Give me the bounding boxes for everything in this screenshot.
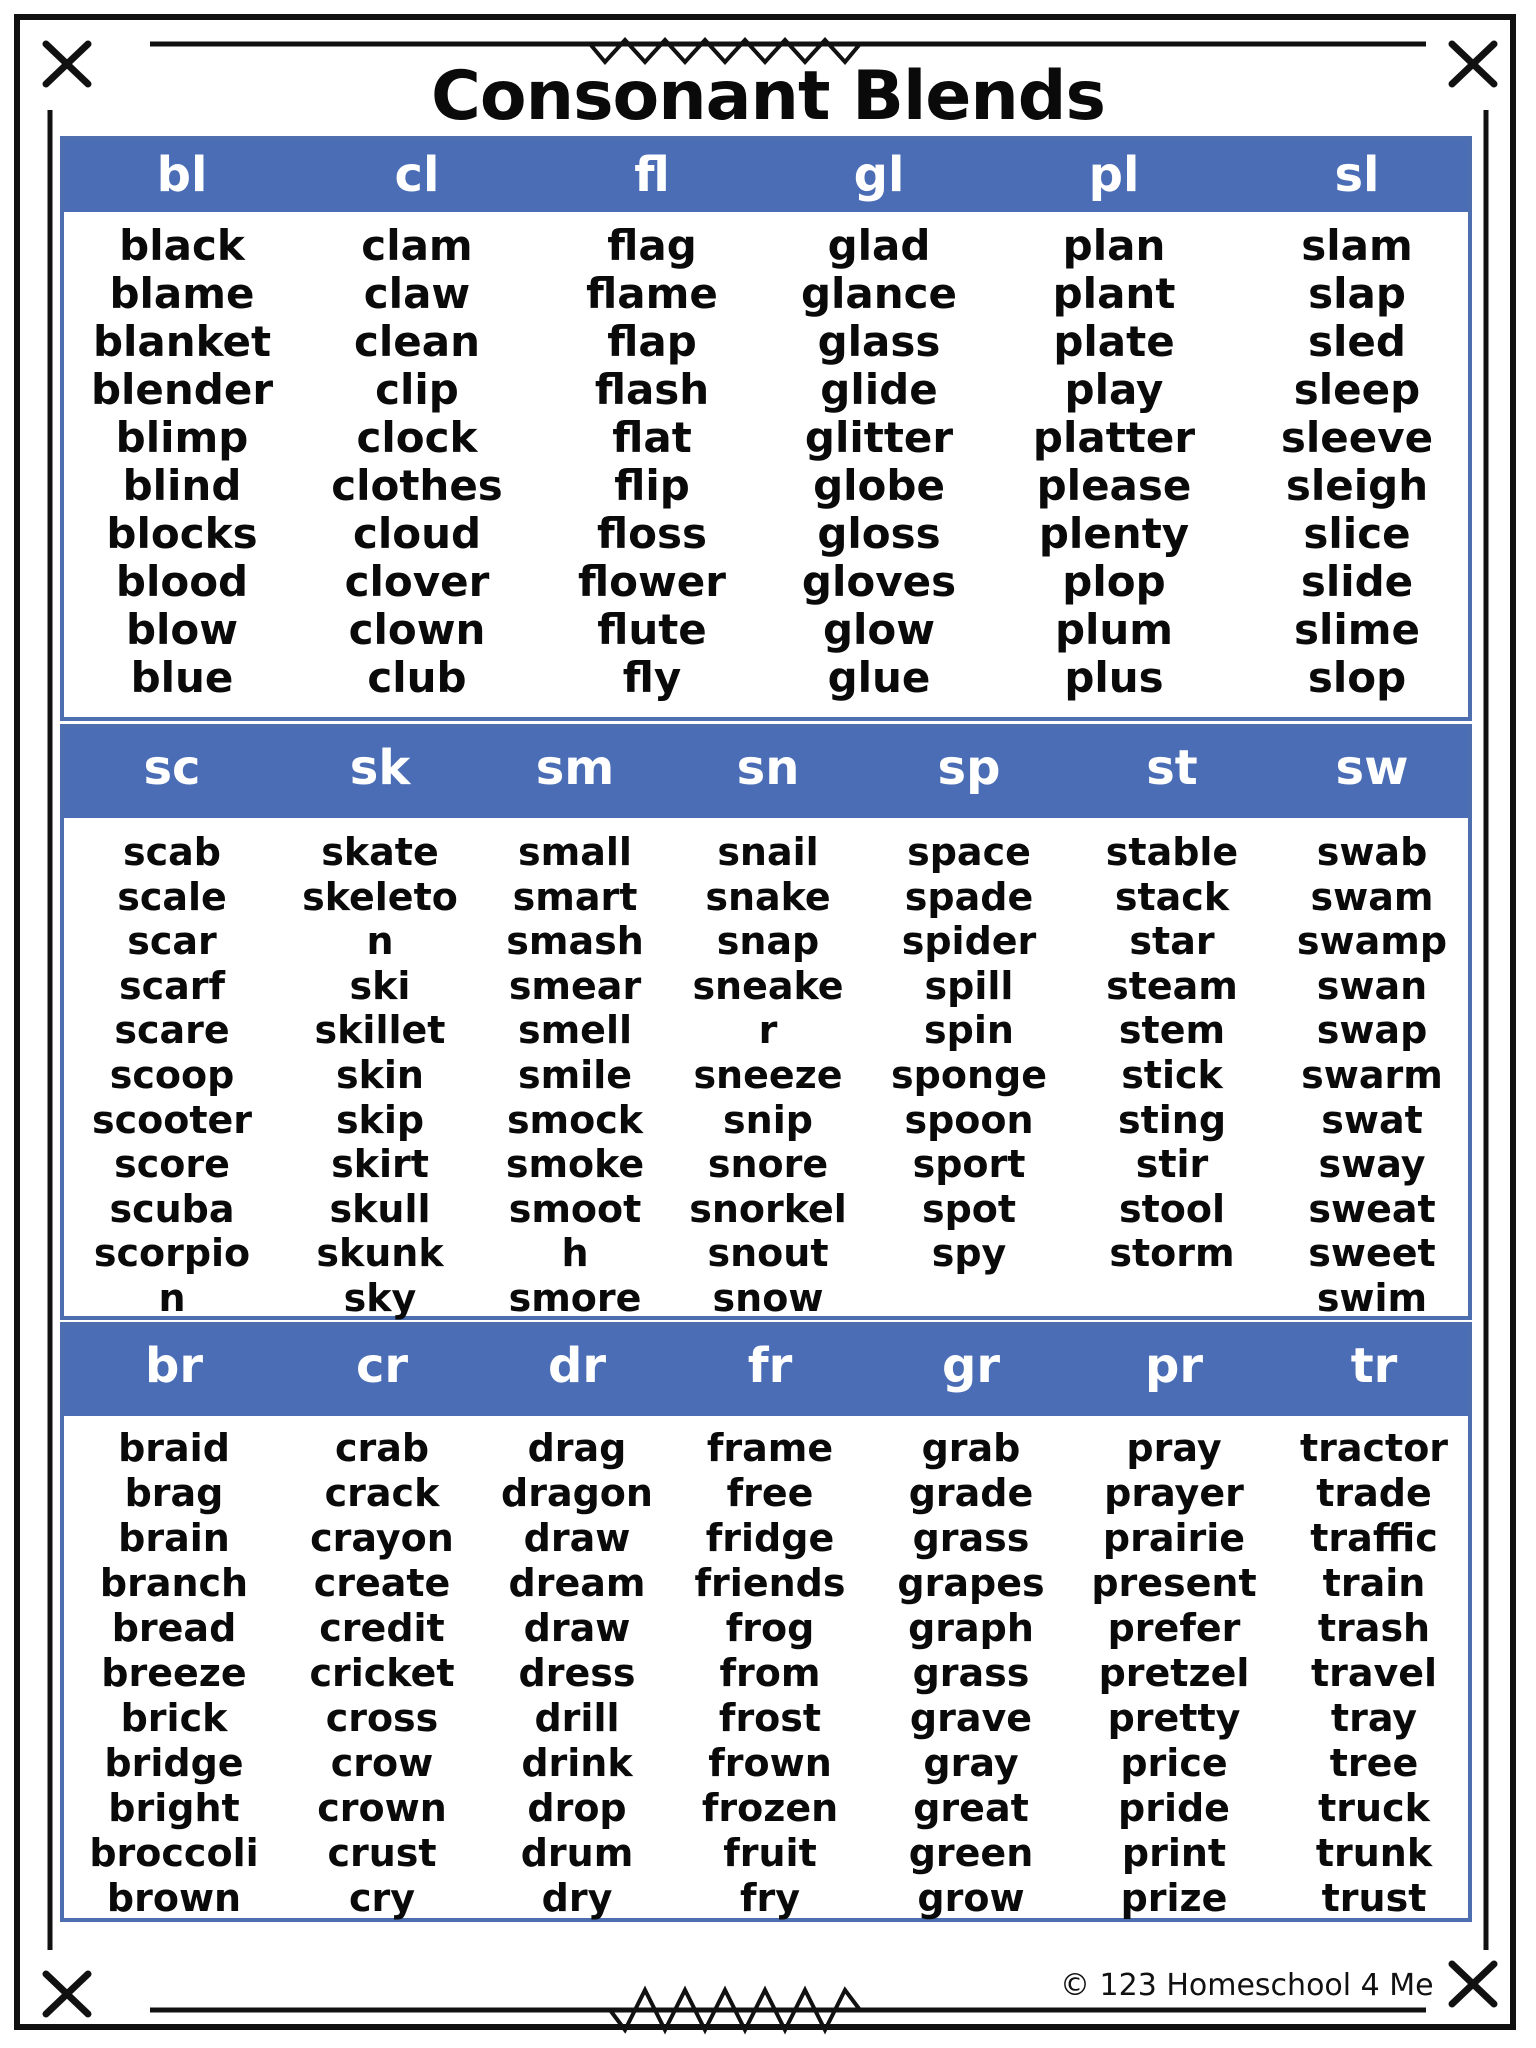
word-item: trash — [1317, 1606, 1431, 1650]
word-item: drag — [527, 1426, 627, 1470]
word-item: swan — [1316, 963, 1428, 1008]
blend-heading: fr — [747, 1338, 793, 1394]
word-item: snow — [712, 1275, 824, 1320]
word-list — [64, 1426, 284, 1921]
word-item: clover — [344, 557, 490, 606]
word-item: stem — [1118, 1008, 1226, 1053]
word-item: pray — [1126, 1426, 1222, 1470]
word-item: smear — [508, 963, 642, 1008]
word-item: sweet — [1308, 1231, 1436, 1276]
blend-column-sc — [62, 728, 282, 1321]
word-item: flute — [597, 605, 707, 654]
word-item: black — [119, 221, 245, 270]
word-item: cross — [325, 1696, 439, 1740]
word-item: blue — [130, 653, 234, 702]
blend-column-sk — [270, 728, 490, 1321]
word-list — [1062, 830, 1282, 1276]
word-item: dry — [541, 1876, 613, 1920]
word-item: blind — [122, 461, 242, 510]
word-list — [1004, 222, 1224, 702]
word-item: scale — [117, 874, 227, 919]
word-item: bridge — [104, 1741, 244, 1785]
blend-column-fr — [660, 1326, 880, 1921]
word-item: sneake — [692, 963, 844, 1008]
blend-heading: sm — [535, 740, 615, 796]
blend-heading: cl — [394, 147, 440, 203]
word-item: plop — [1062, 557, 1166, 606]
blend-column-pl — [1004, 140, 1224, 702]
word-item: cry — [348, 1876, 416, 1920]
word-item: pretzel — [1098, 1651, 1250, 1695]
word-item: slap — [1308, 269, 1406, 318]
word-item: scar — [127, 919, 217, 964]
word-item: prairie — [1102, 1516, 1246, 1560]
word-item: slam — [1301, 221, 1413, 270]
word-item: scuba — [109, 1186, 235, 1231]
word-item: scorpio — [93, 1231, 251, 1276]
word-item: play — [1064, 365, 1164, 414]
blend-column-dr — [467, 1326, 687, 1921]
word-item: dream — [508, 1561, 646, 1605]
word-list — [1247, 222, 1467, 702]
blend-column-pr — [1064, 1326, 1284, 1921]
word-item: smart — [512, 874, 638, 919]
word-item: sneeze — [693, 1052, 843, 1097]
word-item: slop — [1307, 653, 1407, 702]
word-item: scab — [123, 830, 221, 874]
word-list — [272, 1426, 492, 1921]
word-item: clip — [375, 365, 459, 414]
word-item: smile — [517, 1052, 633, 1097]
word-item: swam — [1310, 874, 1434, 919]
word-item: fruit — [723, 1831, 817, 1875]
word-item: spider — [901, 919, 1037, 964]
word-item: traffic — [1310, 1516, 1438, 1560]
word-item: smoke — [505, 1142, 645, 1187]
word-item: flower — [578, 557, 726, 606]
blend-column-cr — [272, 1326, 492, 1921]
word-item: draw — [523, 1606, 631, 1650]
word-item: prize — [1120, 1876, 1228, 1920]
word-item: trust — [1321, 1876, 1427, 1920]
word-item: trunk — [1315, 1831, 1433, 1875]
word-item: small — [518, 830, 632, 874]
word-item: glide — [820, 365, 938, 414]
word-item: r — [758, 1008, 778, 1053]
word-item: sway — [1318, 1142, 1426, 1187]
word-item: crust — [327, 1831, 437, 1875]
word-item: dragon — [501, 1471, 653, 1515]
blend-column-cl — [307, 140, 527, 702]
word-item: sled — [1308, 317, 1406, 366]
word-item: flip — [614, 461, 690, 510]
blend-heading: sc — [143, 740, 201, 796]
word-item: fly — [622, 653, 682, 702]
blend-heading: sw — [1335, 740, 1409, 796]
word-item: globe — [813, 461, 945, 510]
blend-column-sp — [859, 728, 1079, 1276]
word-item: dress — [518, 1651, 636, 1695]
word-item: fridge — [705, 1516, 835, 1560]
word-item: blame — [109, 269, 255, 318]
word-item: grass — [912, 1651, 1030, 1695]
word-item: glue — [827, 653, 931, 702]
word-list — [1064, 1426, 1284, 1921]
word-item: swamp — [1296, 919, 1448, 964]
blend-column-st — [1062, 728, 1282, 1276]
word-item: frame — [706, 1426, 834, 1470]
blend-section-1 — [60, 136, 1472, 721]
word-list — [467, 1426, 687, 1921]
word-item: scare — [114, 1008, 230, 1053]
word-item: platter — [1032, 413, 1196, 462]
word-item: grass — [912, 1516, 1030, 1560]
copyright-text: © 123 Homeschool 4 Me — [1060, 1968, 1434, 2003]
blend-heading: gr — [941, 1338, 1001, 1394]
word-item: slide — [1300, 557, 1414, 606]
word-item: fry — [739, 1876, 801, 1920]
word-item: spy — [931, 1231, 1007, 1276]
word-item: scoop — [109, 1052, 235, 1097]
word-list — [1262, 830, 1482, 1321]
word-item: bread — [111, 1606, 237, 1650]
word-item: plum — [1054, 605, 1174, 654]
word-item: glow — [822, 605, 936, 654]
word-list — [769, 222, 989, 702]
blend-section-2 — [60, 724, 1472, 1320]
word-item: friends — [694, 1561, 846, 1605]
word-item: plus — [1064, 653, 1164, 702]
word-item: skull — [329, 1186, 431, 1231]
word-item: draw — [523, 1516, 631, 1560]
word-item: free — [726, 1471, 814, 1515]
blend-column-sl — [1247, 140, 1467, 702]
word-item: tree — [1329, 1741, 1419, 1785]
word-item: drum — [520, 1831, 634, 1875]
blend-heading: pr — [1144, 1338, 1204, 1394]
word-item: broccoli — [89, 1831, 259, 1875]
blend-column-bl — [72, 140, 292, 702]
word-item: frost — [718, 1696, 822, 1740]
word-item: frozen — [701, 1786, 839, 1830]
word-item: claw — [363, 269, 471, 318]
word-item: plenty — [1038, 509, 1190, 558]
word-item: space — [907, 830, 1031, 874]
word-item: glitter — [804, 413, 954, 462]
word-item: flash — [594, 365, 710, 414]
word-item: clothes — [331, 461, 503, 510]
blend-heading: fl — [634, 147, 670, 203]
word-item: blanket — [92, 317, 272, 366]
blend-column-sm — [465, 728, 685, 1321]
blend-heading: st — [1146, 740, 1198, 796]
word-item: brag — [124, 1471, 224, 1515]
word-item: blimp — [115, 413, 249, 462]
word-list — [859, 830, 1079, 1276]
word-item: steam — [1106, 963, 1238, 1008]
word-item: branch — [99, 1561, 249, 1605]
word-item: grave — [909, 1696, 1033, 1740]
word-item: blow — [125, 605, 239, 654]
word-item: skip — [335, 1097, 425, 1142]
word-item: skillet — [314, 1008, 446, 1053]
word-item: sleigh — [1285, 461, 1429, 510]
word-item: flag — [607, 221, 697, 270]
word-item: pride — [1118, 1786, 1230, 1830]
blend-heading: br — [144, 1338, 204, 1394]
word-item: sponge — [891, 1052, 1047, 1097]
word-item: skunk — [316, 1231, 444, 1276]
word-item: crack — [324, 1471, 440, 1515]
blend-column-sn — [658, 728, 878, 1321]
word-item: pretty — [1107, 1696, 1241, 1740]
word-item: stable — [1105, 830, 1239, 874]
word-item: frog — [725, 1606, 815, 1650]
word-item: scooter — [91, 1097, 253, 1142]
word-item: snorkel — [689, 1186, 847, 1231]
blend-heading: sk — [349, 740, 411, 796]
word-item: glass — [817, 317, 941, 366]
word-item: print — [1121, 1831, 1227, 1875]
word-item: swap — [1316, 1008, 1428, 1053]
word-item: tray — [1330, 1696, 1418, 1740]
word-item: gray — [923, 1741, 1019, 1785]
word-item: ski — [349, 963, 411, 1008]
blend-heading: sn — [736, 740, 800, 796]
blend-heading: cr — [355, 1338, 409, 1394]
word-item: smash — [506, 919, 644, 964]
word-list — [465, 830, 685, 1321]
word-list — [270, 830, 490, 1321]
word-item: crab — [334, 1426, 430, 1470]
word-item: skirt — [331, 1142, 429, 1187]
word-item: sport — [912, 1142, 1026, 1187]
word-item: glance — [800, 269, 958, 318]
word-item: plate — [1053, 317, 1175, 366]
word-item: smock — [506, 1097, 644, 1142]
word-item: spoon — [904, 1097, 1034, 1142]
word-item: swat — [1321, 1097, 1423, 1142]
word-item: plan — [1062, 221, 1166, 270]
word-item: spot — [921, 1186, 1017, 1231]
word-item: crow — [330, 1741, 434, 1785]
word-item: grow — [917, 1876, 1025, 1920]
word-item: slice — [1303, 509, 1411, 558]
word-item: clock — [356, 413, 478, 462]
word-item: brain — [118, 1516, 230, 1560]
word-item: stack — [1114, 874, 1230, 919]
word-item: smore — [508, 1275, 642, 1320]
word-item: crayon — [310, 1516, 454, 1560]
word-item: clown — [348, 605, 486, 654]
word-item: spill — [924, 963, 1014, 1008]
word-item: spade — [904, 874, 1034, 919]
word-item: swarm — [1301, 1052, 1443, 1097]
word-item: skeleto — [302, 874, 458, 919]
word-item: swab — [1316, 830, 1428, 874]
word-item: snip — [723, 1097, 813, 1142]
word-list — [62, 830, 282, 1321]
blend-heading: sl — [1334, 147, 1380, 203]
word-item: great — [913, 1786, 1029, 1830]
word-item: drink — [521, 1741, 633, 1785]
word-item: skin — [336, 1052, 424, 1097]
word-item: graph — [908, 1606, 1034, 1650]
word-item: floss — [597, 509, 707, 558]
word-item: cricket — [309, 1651, 455, 1695]
word-item: skate — [321, 830, 439, 874]
blend-column-gl — [769, 140, 989, 702]
word-item: n — [366, 919, 394, 964]
word-item: drop — [527, 1786, 627, 1830]
word-item: sleeve — [1280, 413, 1434, 462]
word-item: bright — [108, 1786, 240, 1830]
word-item: grapes — [897, 1561, 1045, 1605]
word-item: create — [313, 1561, 451, 1605]
word-list — [307, 222, 527, 702]
word-item: sweat — [1308, 1186, 1436, 1231]
word-item: snout — [707, 1231, 829, 1276]
blend-heading: dr — [547, 1338, 607, 1394]
word-item: scarf — [118, 963, 226, 1008]
word-item: sleep — [1293, 365, 1421, 414]
word-list — [72, 222, 292, 702]
page-title: Consonant Blends — [431, 57, 1105, 136]
word-item: price — [1120, 1741, 1228, 1785]
blend-column-fl — [542, 140, 762, 702]
blend-column-br — [64, 1326, 284, 1921]
word-item: grab — [921, 1426, 1021, 1470]
word-item: glad — [827, 221, 931, 270]
word-item: breeze — [101, 1651, 247, 1695]
word-list — [658, 830, 878, 1321]
blend-section-3 — [60, 1322, 1472, 1922]
word-item: tractor — [1299, 1426, 1449, 1470]
word-item: snap — [716, 919, 820, 964]
word-item: please — [1036, 461, 1192, 510]
word-item: cloud — [352, 509, 482, 558]
word-item: star — [1129, 919, 1215, 964]
word-item: plant — [1052, 269, 1176, 318]
word-item: clam — [361, 221, 473, 270]
word-list — [660, 1426, 880, 1921]
word-item: stool — [1118, 1186, 1226, 1231]
word-item: smoot — [508, 1186, 642, 1231]
word-item: train — [1322, 1561, 1426, 1605]
word-item: stick — [1121, 1052, 1223, 1097]
word-item: clean — [353, 317, 481, 366]
blend-column-gr — [861, 1326, 1081, 1921]
blend-heading: tr — [1350, 1338, 1398, 1394]
word-item: snore — [707, 1142, 829, 1187]
word-item: snail — [717, 830, 819, 874]
blend-heading: sp — [937, 740, 1001, 796]
word-list — [1264, 1426, 1484, 1921]
word-item: blender — [90, 365, 274, 414]
blend-heading: gl — [853, 147, 905, 203]
word-item: h — [561, 1231, 589, 1276]
word-item: trade — [1316, 1471, 1432, 1515]
blend-heading: pl — [1088, 147, 1140, 203]
word-item: storm — [1109, 1231, 1235, 1276]
word-item: grade — [908, 1471, 1034, 1515]
word-item: gloss — [817, 509, 941, 558]
word-item: present — [1091, 1561, 1257, 1605]
word-item: truck — [1318, 1786, 1430, 1830]
word-item: green — [908, 1831, 1034, 1875]
word-item: flat — [612, 413, 692, 462]
word-item: slime — [1293, 605, 1421, 654]
word-item: drill — [534, 1696, 620, 1740]
word-item: crown — [317, 1786, 447, 1830]
word-item: frown — [708, 1741, 832, 1785]
word-item: swim — [1316, 1275, 1428, 1320]
word-item: travel — [1310, 1651, 1438, 1695]
word-list — [861, 1426, 1081, 1921]
word-item: blocks — [106, 509, 258, 558]
word-list — [542, 222, 762, 702]
blend-column-tr — [1264, 1326, 1484, 1921]
word-item: blood — [115, 557, 249, 606]
word-item: braid — [118, 1426, 230, 1470]
word-item: smell — [517, 1008, 633, 1053]
word-item: credit — [319, 1606, 445, 1650]
word-item: prefer — [1107, 1606, 1241, 1650]
word-item: from — [719, 1651, 821, 1695]
word-item: stir — [1135, 1142, 1209, 1187]
word-item: sky — [343, 1275, 417, 1320]
blend-column-sw — [1262, 728, 1482, 1321]
word-item: brown — [106, 1876, 242, 1920]
word-item: gloves — [801, 557, 957, 606]
word-item: n — [158, 1275, 186, 1320]
word-item: club — [367, 653, 467, 702]
word-item: brick — [120, 1696, 228, 1740]
word-item: flap — [607, 317, 697, 366]
word-item: snake — [705, 874, 831, 919]
word-item: flame — [586, 269, 718, 318]
word-item: sting — [1117, 1097, 1227, 1142]
word-item: score — [114, 1142, 230, 1187]
word-item: spin — [924, 1008, 1014, 1053]
blend-heading: bl — [156, 147, 208, 203]
word-item: prayer — [1104, 1471, 1244, 1515]
